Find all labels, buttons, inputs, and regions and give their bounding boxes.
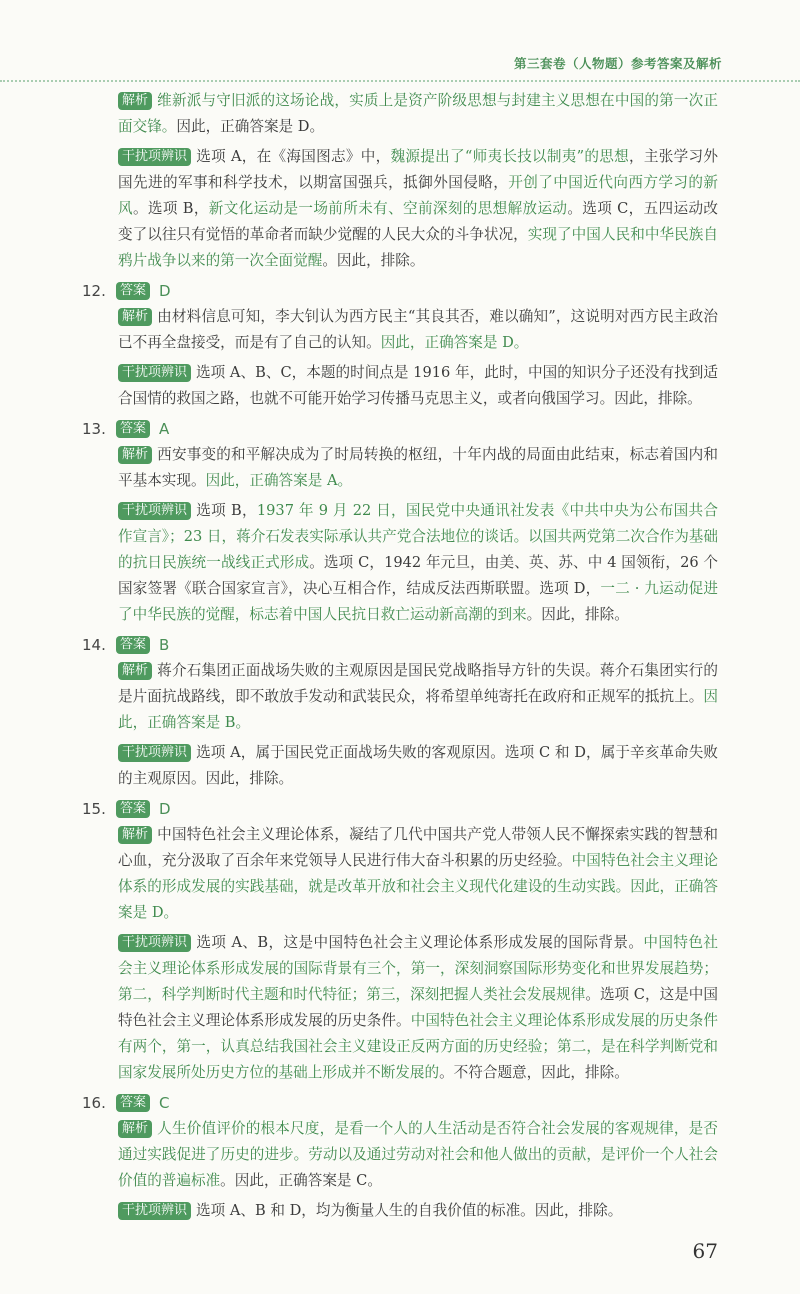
answer-tag: 答案 [116, 282, 150, 300]
question-number: 13. [82, 420, 106, 438]
highlighted-text: 开创了中国近代向西方学习的新风 [118, 174, 718, 217]
question-number: 12. [82, 282, 106, 300]
distractor-tag: 干扰项辨识 [118, 744, 191, 762]
body-text: 选项 A、B、C，本题的时间点是 1916 年，此时，中国的知识分子还没有找到适合国情的救国之路，也就不可能开始学习传播马克思主义，或者向俄国学习。因此，排除。 [118, 364, 718, 407]
question-header [82, 1090, 718, 1116]
question-number: 16. [82, 1094, 106, 1112]
body-text: 选项 A、B，这是中国特色社会主义理论体系形成发展的国际背景。 [196, 934, 644, 951]
question-header [82, 632, 718, 658]
body-text: 选项 A，属于国民党正面战场失败的客观原因。选项 C 和 D，属于辛亥革命失败的主观原因。因此，排除。 [118, 744, 718, 787]
body-text: 。因此，排除。 [322, 252, 425, 269]
page-number: 67 [692, 1239, 718, 1263]
answer-tag: 答案 [116, 420, 150, 438]
body-text: 选项 A、B 和 D，均为衡量人生的自我价值的标准。因此，排除。 [196, 1202, 623, 1219]
answer-value: B [159, 636, 170, 654]
distractor-paragraph [118, 360, 718, 412]
body-text: 选项 B， [196, 502, 257, 519]
body-text: 由材料信息可知，李大钊认为西方民主“其良其否，难以确知”，这说明对西方民主政治已不再全盘接受，而是有了自己的认知。 [118, 308, 718, 351]
analysis-paragraph [118, 304, 718, 356]
body-text: 。选项 C，1942 年元旦，由美、英、苏、中 4 国领衔，26 个国家签署《联合国家宣言》，决心互相合作，结成反法西斯联盟。选项 D， [118, 554, 718, 597]
answer-value: C [159, 1094, 170, 1112]
analysis-tag: 解析 [118, 1120, 152, 1138]
highlighted-text: 因此，正确答案是 A。 [205, 472, 353, 489]
analysis-tag: 解析 [118, 662, 152, 680]
question-header [82, 416, 718, 442]
answer-tag: 答案 [116, 800, 150, 818]
body-text: 。因此，排除。 [526, 606, 629, 623]
body-text: 西安事变的和平解决成为了时局转换的枢纽，十年内战的局面由此结束，标志着国内和平基本实现。 [118, 446, 718, 489]
analysis-paragraph [118, 1116, 718, 1194]
analysis-tag: 解析 [118, 92, 152, 110]
highlighted-text: 1937 年 9 月 22 日，国民党中央通讯社发表《中共中央为公布国共合作宣言》；23 日，蒋介石发表实际承认共产党合法地位的谈话。以国共两党第二次合作为基础的抗日民族统一战线正式形成 [118, 502, 718, 571]
dotted-divider [0, 80, 800, 82]
analysis-tag: 解析 [118, 446, 152, 464]
highlighted-text: 实现了中国人民和中华民族自鸦片战争以来的第一次全面觉醒 [118, 226, 718, 269]
answer-tag: 答案 [116, 1094, 150, 1112]
answer-value: D [159, 800, 171, 818]
body-text: 中国特色社会主义理论体系，凝结了几代中国共产党人带领人民不懈探索实践的智慧和心血，充分汲取了百余年来党领导人民进行伟大奋斗积累的历史经验。 [118, 826, 718, 869]
question-number: 15. [82, 800, 106, 818]
analysis-paragraph [118, 658, 718, 736]
distractor-paragraph [118, 498, 718, 628]
distractor-tag: 干扰项辨识 [118, 1202, 191, 1220]
highlighted-text: 新文化运动是一场前所未有、空前深刻的思想解放运动 [208, 200, 568, 217]
answer-content [82, 0, 718, 1224]
highlighted-text: 中国特色社会主义理论体系形成发展的国际背景有三个，第一，深刻洞察国际形势变化和世界发展趋势；第二，科学判断时代主题和时代特征；第三，深刻把握人类社会发展规律 [118, 934, 718, 1003]
distractor-tag: 干扰项辨识 [118, 502, 191, 520]
question-header [82, 278, 718, 304]
body-text: 。选项 B， [132, 200, 209, 217]
analysis-tag: 解析 [118, 826, 152, 844]
distractor-tag: 干扰项辨识 [118, 148, 191, 166]
body-text: 因此，正确答案是 D。 [176, 118, 325, 135]
highlighted-text: 魏源提出了“师夷长技以制夷”的思想 [390, 148, 630, 165]
highlighted-text: 一二 · 九运动促进了中华民族的觉醒，标志着中国人民抗日救亡运动新高潮的到来 [118, 580, 718, 623]
body-text: 选项 A，在《海国图志》中， [196, 148, 391, 165]
analysis-paragraph [118, 442, 718, 494]
distractor-paragraph [118, 930, 718, 1086]
running-header: 第三套卷（人物题）参考答案及解析 [513, 56, 722, 71]
question-header [82, 796, 718, 822]
answer-tag: 答案 [116, 636, 150, 654]
analysis-paragraph [118, 88, 718, 140]
highlighted-text: 因此，正确答案是 B。 [118, 688, 718, 731]
distractor-tag: 干扰项辨识 [118, 934, 191, 952]
highlighted-text: 人生价值评价的根本尺度，是看一个人的人生活动是否符合社会发展的客观规律，是否通过实践促进了历史的进步。劳动以及通过劳动对社会和他人做出的贡献，是评价一个人社会价值的普遍标准 [118, 1120, 718, 1189]
body-text: 蒋介石集团正面战场失败的主观原因是国民党战略指导方针的失误。蒋介石集团实行的是片面抗战路线，即不敢放手发动和武装民众，将希望单纯寄托在政府和正规军的抵抗上。 [118, 662, 718, 705]
distractor-paragraph [118, 740, 718, 792]
question-number: 14. [82, 636, 106, 654]
body-text: 。选项 C，这是中国特色社会主义理论体系形成发展的历史条件。 [118, 986, 718, 1029]
body-text: 。选项 C，五四运动改变了以往只有觉悟的革命者而缺少觉醒的人民大众的斗争状况， [118, 200, 718, 243]
highlighted-text: 因此，正确答案是 D。 [380, 334, 529, 351]
distractor-paragraph [118, 144, 718, 274]
distractor-paragraph [118, 1198, 718, 1224]
distractor-tag: 干扰项辨识 [118, 364, 191, 382]
analysis-paragraph [118, 822, 718, 926]
highlighted-text: 中国特色社会主义理论体系的形成发展的实践基础，就是改革开放和社会主义现代化建设的生动实践。因此，正确答案是 D。 [118, 852, 718, 921]
answer-value: D [159, 282, 171, 300]
analysis-tag: 解析 [118, 308, 152, 326]
body-text: ，主张学习外国先进的军事和科学技术，以期富国强兵，抵御外国侵略， [118, 148, 718, 191]
body-text: 。不符合题意，因此，排除。 [439, 1064, 629, 1081]
highlighted-text: 维新派与守旧派的这场论战，实质上是资产阶级思想与封建主义思想在中国的第一次正面交锋。 [118, 92, 718, 135]
body-text: 。因此，正确答案是 C。 [220, 1172, 382, 1189]
highlighted-text: 中国特色社会主义理论体系形成发展的历史条件有两个，第一，认真总结我国社会主义建设正反两方面的历史经验；第二，是在科学判断党和国家发展所处历史方位的基础上形成并不断发展的 [118, 1012, 718, 1081]
answer-value: A [159, 420, 170, 438]
